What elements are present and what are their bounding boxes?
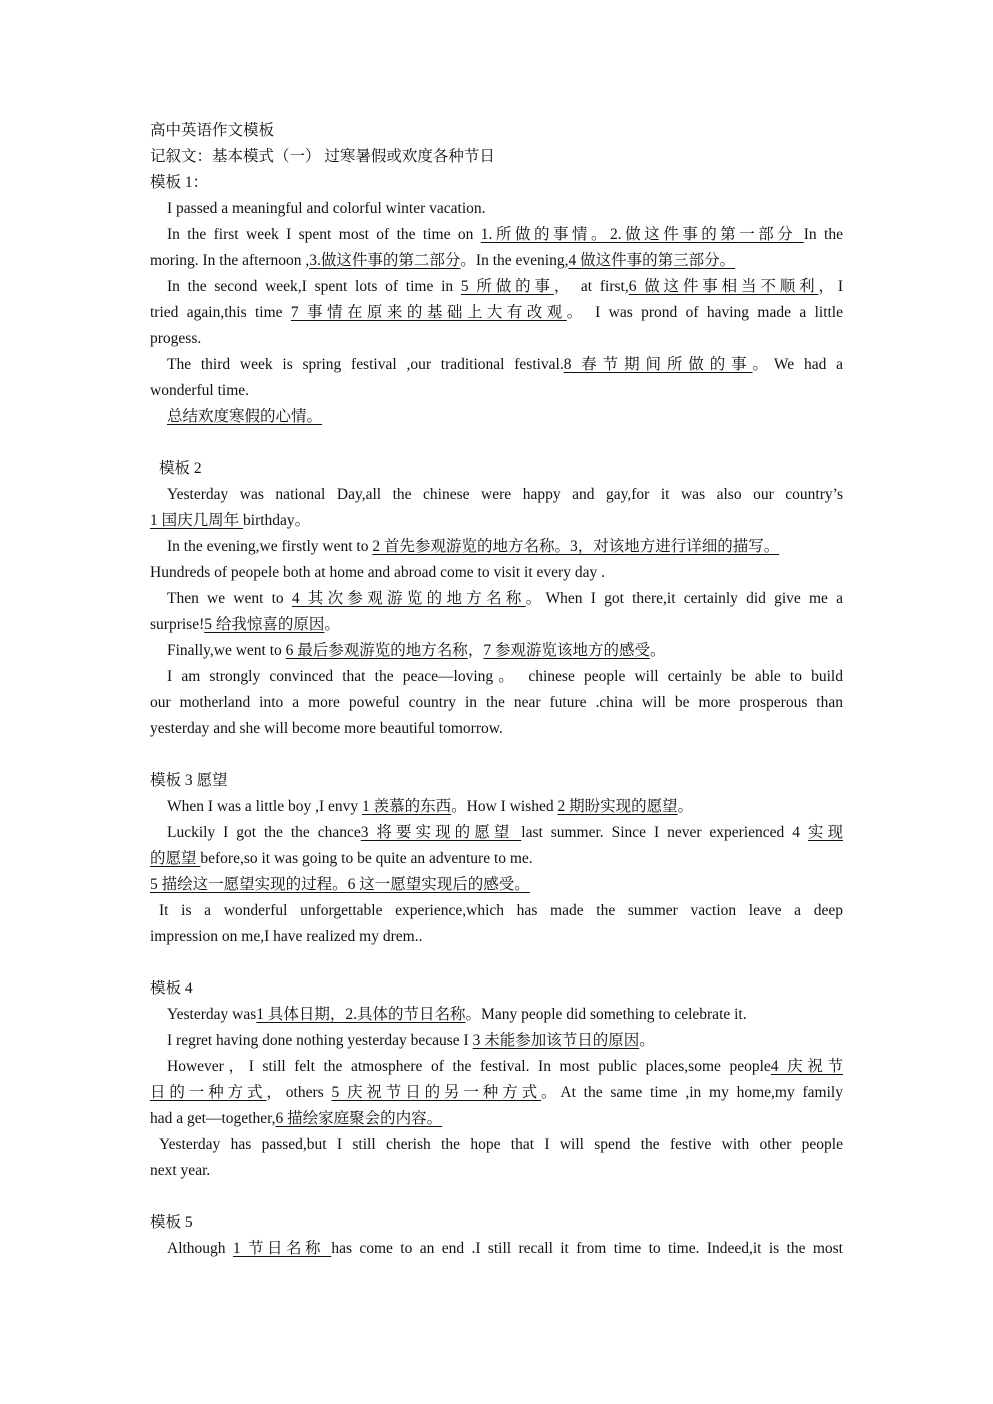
placeholder-blank: 5 所做的事 (460, 278, 554, 295)
placeholder-blank: 7 事情在原来的基础上大有改观 (290, 304, 567, 321)
placeholder-blank: 4 其次参观游览的地方名称 (291, 590, 526, 607)
paragraph-line: 日的一种方式，others 5 庆祝节日的另一种方式。At the same time ,in my home,my family (150, 1084, 843, 1101)
paragraph-line: surprise!5 给我惊喜的原因。 (150, 616, 340, 633)
placeholder-blank: 1 节日名称 (232, 1240, 332, 1257)
placeholder-blank: 6 最后参观游览的地方名称 (285, 642, 468, 659)
placeholder-blank: 1 具体日期，2.具体的节日名称 (256, 1006, 466, 1023)
paragraph-line: wonderful time. (150, 382, 250, 399)
paragraph-line: 1 国庆几周年 birthday。 (150, 512, 311, 529)
spacer (150, 1184, 843, 1210)
placeholder-blank: 日的一种方式 (150, 1084, 267, 1101)
paragraph-line: had a get—together,6 描绘家庭聚会的内容。 (150, 1110, 443, 1127)
paragraph-line: Yesterday has passed,but I still cherish the hope that I will spend the festive with other people (159, 1136, 843, 1153)
document-subtitle: 记叙文：基本模式（一） 过寒暑假或欢度各种节日 (150, 148, 495, 165)
paragraph-line: next year. (150, 1162, 211, 1179)
paragraph-line: However，I still felt the atmosphere of the festival. In most public places,some people4 庆祝节 (167, 1058, 843, 1075)
paragraph-line: progess. (150, 330, 202, 347)
placeholder-blank: 7 参观游览该地方的感受 (483, 642, 650, 659)
paragraph-line: In the second week,I spent lots of time in 5 所做的事， at first,6 做这件事相当不顺利，I (167, 278, 843, 295)
placeholder-blank: 8 春节期间所做的事 (563, 356, 753, 373)
paragraph-line (150, 404, 843, 430)
paragraph-line: Although 1 节日名称 has come to an end .I still recall it from time to time. Indeed,it is the most (167, 1240, 843, 1257)
placeholder-blank: 1.所做的事情。2.做这件事的第一部分 (480, 226, 804, 243)
paragraph-line: Hundreds of peopele both at home and abroad come to visit it every day . (150, 564, 605, 581)
paragraph-line: 的愿望 before,so it was going to be quite an adventure to me. (150, 850, 533, 867)
placeholder-blank: 3 未能参加该节日的原因 (472, 1032, 640, 1049)
template-3-heading: 模板 3 愿望 (150, 772, 228, 789)
paragraph-line (150, 872, 843, 898)
placeholder-blank: 3.做这件事的第二部分 (309, 252, 461, 269)
placeholder-blank: 总结欢度寒假的心情。 (167, 408, 323, 425)
paragraph-line: In the evening,we firstly went to 2 首先参观游览的地方名称。3，对该地方进行详细的描写。 (167, 538, 780, 555)
paragraph-line: Yesterday was national Day,all the chinese were happy and gay,for it was also our country’s (167, 486, 843, 503)
paragraph-line: moring. In the afternoon ,3.做这件事的第二部分。In the evening,4 做这件事的第三部分。 (150, 252, 736, 269)
placeholder-blank: 6 做这件事相当不顺利 (628, 278, 819, 295)
paragraph-line: The third week is spring festival ,our traditional festival.8 春节期间所做的事。We had a (167, 356, 843, 373)
document-page (150, 118, 843, 1262)
paragraph-line: yesterday and she will become more beautiful tomorrow. (150, 720, 503, 737)
paragraph-line: Then we went to 4 其次参观游览的地方名称。When I got there,it certainly did give me a (167, 590, 843, 607)
placeholder-blank: 2 期盼实现的愿望 (557, 798, 678, 815)
paragraph-line: When I was a little boy ,I envy 1 羡慕的东西。How I wished 2 期盼实现的愿望。 (167, 798, 694, 815)
placeholder-blank: 5 庆祝节日的另一种方式 (331, 1084, 541, 1101)
placeholder-blank: 1 羡慕的东西 (361, 798, 452, 815)
template-2-heading: 模板 2 (159, 460, 202, 477)
paragraph-line: Finally,we went to 6 最后参观游览的地方名称，7 参观游览该地方的感受。 (167, 642, 666, 659)
placeholder-blank: 4 做这件事的第三部分。 (568, 252, 736, 269)
placeholder-blank: 的愿望 (150, 850, 201, 867)
placeholder-blank: 1 国庆几周年 (150, 512, 244, 529)
paragraph-line: In the first week I spent most of the time on 1.所做的事情。2.做这件事的第一部分 In the (167, 226, 843, 243)
document-title: 高中英语作文模板 (150, 122, 275, 139)
placeholder-blank: 5 给我惊喜的原因 (204, 616, 325, 633)
spacer (150, 742, 843, 768)
placeholder-blank: 5 描绘这一愿望实现的过程。6 这一愿望实现后的感受。 (150, 876, 530, 893)
paragraph-line: our motherland into a more poweful country in the near future .china will be more prosperous than (150, 694, 843, 711)
paragraph-line: I am strongly convinced that the peace—loving。 chinese people will certainly be able to build (167, 668, 843, 685)
paragraph-line: impression on me,I have realized my drem.. (150, 928, 423, 945)
placeholder-blank: 4 庆祝节 (770, 1058, 843, 1075)
paragraph-line: Yesterday was1 具体日期，2.具体的节日名称。Many people did something to celebrate it. (167, 1006, 747, 1023)
spacer (150, 950, 843, 976)
paragraph-line: I passed a meaningful and colorful winter vacation. (167, 200, 486, 217)
paragraph-line: tried again,this time 7 事情在原来的基础上大有改观。 I was prond of having made a little (150, 304, 843, 321)
template-1-heading: 模板 1： (150, 174, 209, 191)
placeholder-blank: 3 将要实现的愿望 (360, 824, 522, 841)
template-4-heading: 模板 4 (150, 980, 193, 997)
spacer (150, 430, 843, 456)
template-5-heading: 模板 5 (150, 1214, 193, 1231)
paragraph-line: I regret having done nothing yesterday because I 3 未能参加该节日的原因。 (167, 1032, 655, 1049)
paragraph-line: Luckily I got the the chance3 将要实现的愿望 last summer. Since I never experienced 4 实现 (167, 824, 843, 841)
paragraph-line: It is a wonderful unforgettable experience,which has made the summer vaction leave a deep (159, 902, 843, 919)
placeholder-blank: 实现 (807, 824, 843, 841)
placeholder-blank: 2 首先参观游览的地方名称。3，对该地方进行详细的描写。 (372, 538, 780, 555)
placeholder-blank: 6 描绘家庭聚会的内容。 (275, 1110, 443, 1127)
